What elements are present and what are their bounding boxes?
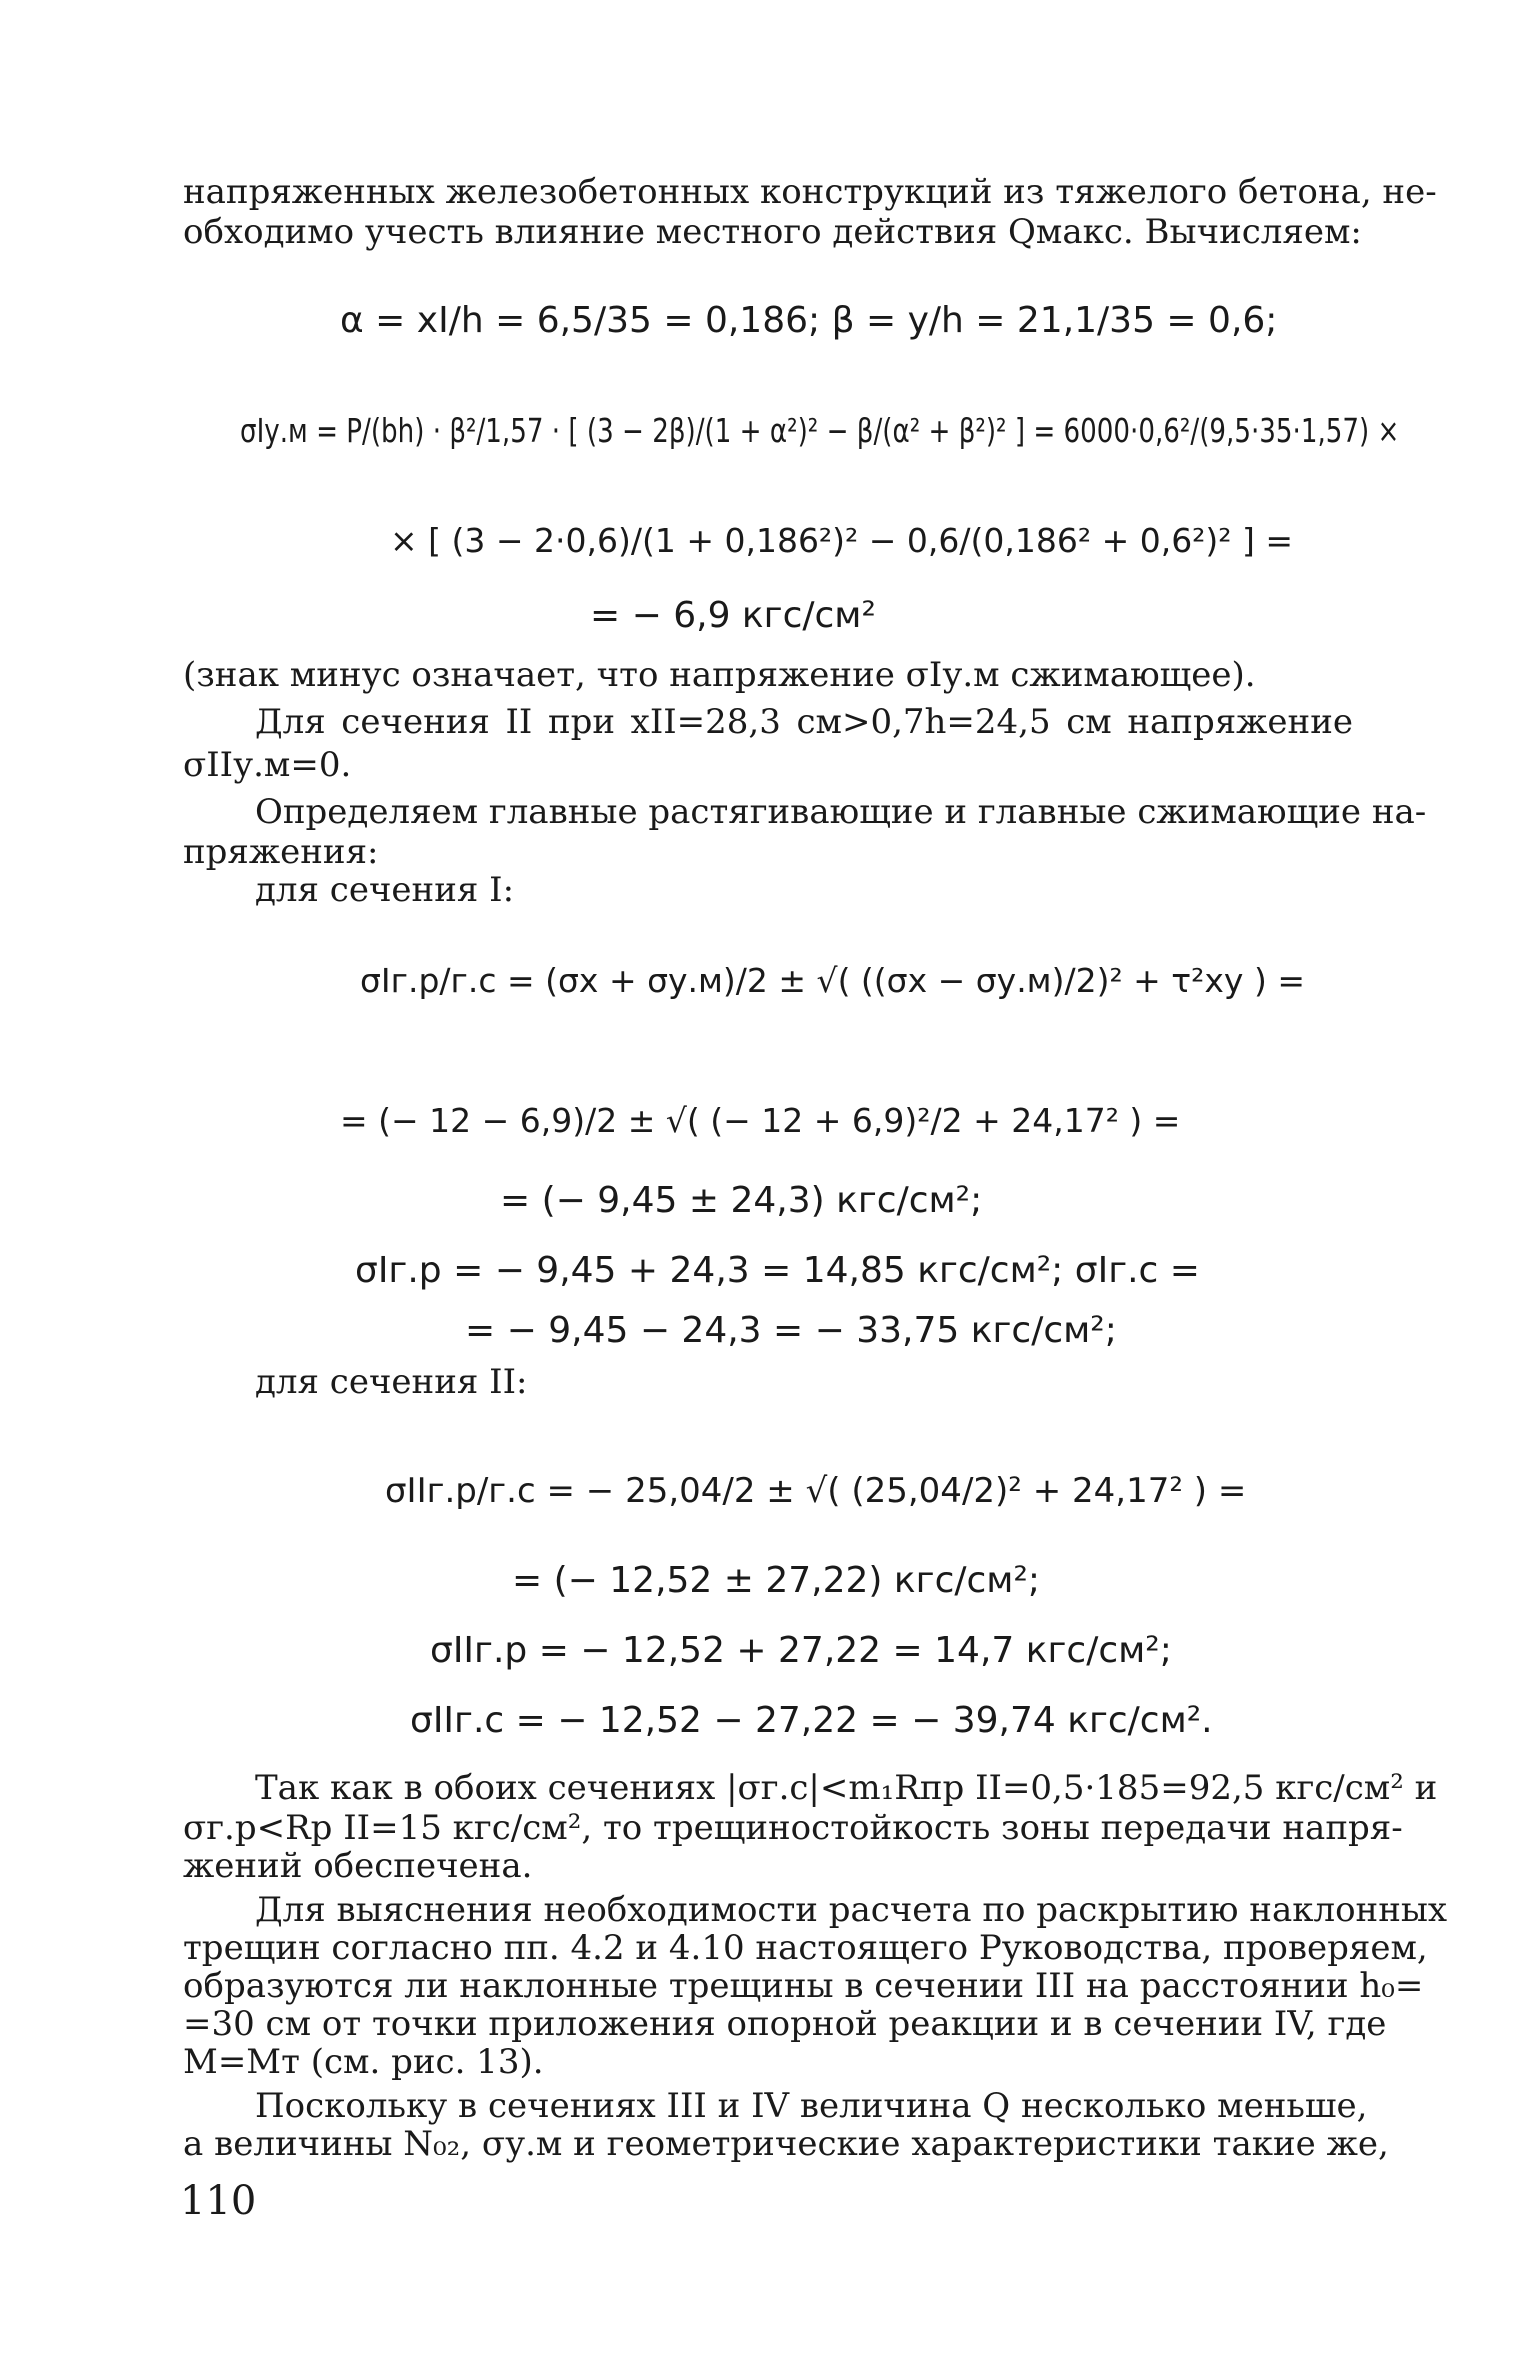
text-line: жений обеспечена.: [183, 1846, 533, 1886]
text-line: =30 см от точки приложения опорной реакции и в сечении IV, где: [183, 2004, 1387, 2044]
text-line: напряженных железобетонных конструкций из тяжелого бетона, не-: [183, 172, 1437, 212]
equation-s2-line1: σIIг.р/г.с = − 25,04/2 ± √( (25,04/2)² + 24,17² ) =: [385, 1471, 1247, 1511]
text-line: обходимо учесть влияние местного действия Qмакс. Вычисляем:: [183, 212, 1362, 252]
equation-s1-line1: σIг.р/г.с = (σx + σу.м)/2 ± √( ((σx − σу.м)/2)² + τ²xy ) =: [360, 961, 1305, 1000]
text-line: пряжения:: [183, 832, 379, 872]
text-line: Так как в обоих сечениях |σг.с|<m₁Rпр II=0,5·185=92,5 кгс/см² и: [255, 1768, 1438, 1808]
equation-s2-line3: σIIг.р = − 12,52 + 27,22 = 14,7 кгс/см²;: [430, 1630, 1172, 1671]
text-line: Поскольку в сечениях III и IV величина Q несколько меньше,: [255, 2086, 1368, 2126]
equation-sigma-ym-line3: = − 6,9 кгс/см²: [590, 595, 876, 636]
text-line: образуются ли наклонные трещины в сечении III на расстоянии h₀=: [183, 1966, 1424, 2006]
text-line: Для выяснения необходимости расчета по раскрытию наклонных: [255, 1890, 1448, 1930]
text-line: (знак минус означает, что напряжение σIу.м сжимающее).: [183, 655, 1256, 695]
text-line: σIIу.м=0.: [183, 745, 352, 785]
page-number: 110: [180, 2178, 257, 2224]
equation-s1-line2: = (− 12 − 6,9)/2 ± √( (− 12 + 6,9)²/2 + 24,17² ) =: [340, 1101, 1181, 1140]
equation-sigma-ym-line2: × [ (3 − 2·0,6)/(1 + 0,186²)² − 0,6/(0,186² + 0,6²)² ] =: [390, 521, 1294, 560]
equation-s1-line3: = (− 9,45 ± 24,3) кгс/см²;: [500, 1180, 983, 1221]
equation-s2-line4: σIIг.с = − 12,52 − 27,22 = − 39,74 кгс/см².: [410, 1700, 1213, 1741]
text-line: σг.р<Rр II=15 кгс/см², то трещиностойкость зоны передачи напря-: [183, 1808, 1403, 1848]
text-line: а величины N₀₂, σу.м и геометрические характеристики такие же,: [183, 2124, 1389, 2164]
section-label: для сечения I:: [255, 870, 515, 910]
equation-s1-line5: = − 9,45 − 24,3 = − 33,75 кгс/см²;: [465, 1310, 1117, 1351]
text-line: Определяем главные растягивающие и главные сжимающие на-: [255, 792, 1427, 832]
equation-s2-line2: = (− 12,52 ± 27,22) кгс/см²;: [512, 1560, 1041, 1601]
text-line: трещин согласно пп. 4.2 и 4.10 настоящего Руководства, проверяем,: [183, 1928, 1428, 1968]
equation-alpha-beta: α = xI/h = 6,5/35 = 0,186; β = y/h = 21,1/35 = 0,6;: [340, 300, 1278, 341]
equation-sigma-ym-line1: σIу.м = P/(bh) · β²/1,57 · [ (3 − 2β)/(1 + α²)² − β/(α² + β²)² ] = 6000·0,6²/(9,5·35·1,57) ×: [240, 411, 1400, 450]
equation-s1-line4: σIг.р = − 9,45 + 24,3 = 14,85 кгс/см²; σIг.с =: [355, 1250, 1200, 1291]
text-line: M=Mт (см. рис. 13).: [183, 2042, 544, 2082]
text-line: Для сечения II при xII=28,3 см>0,7h=24,5 см напряжение: [255, 702, 1353, 742]
section-label: для сечения II:: [255, 1362, 528, 1402]
